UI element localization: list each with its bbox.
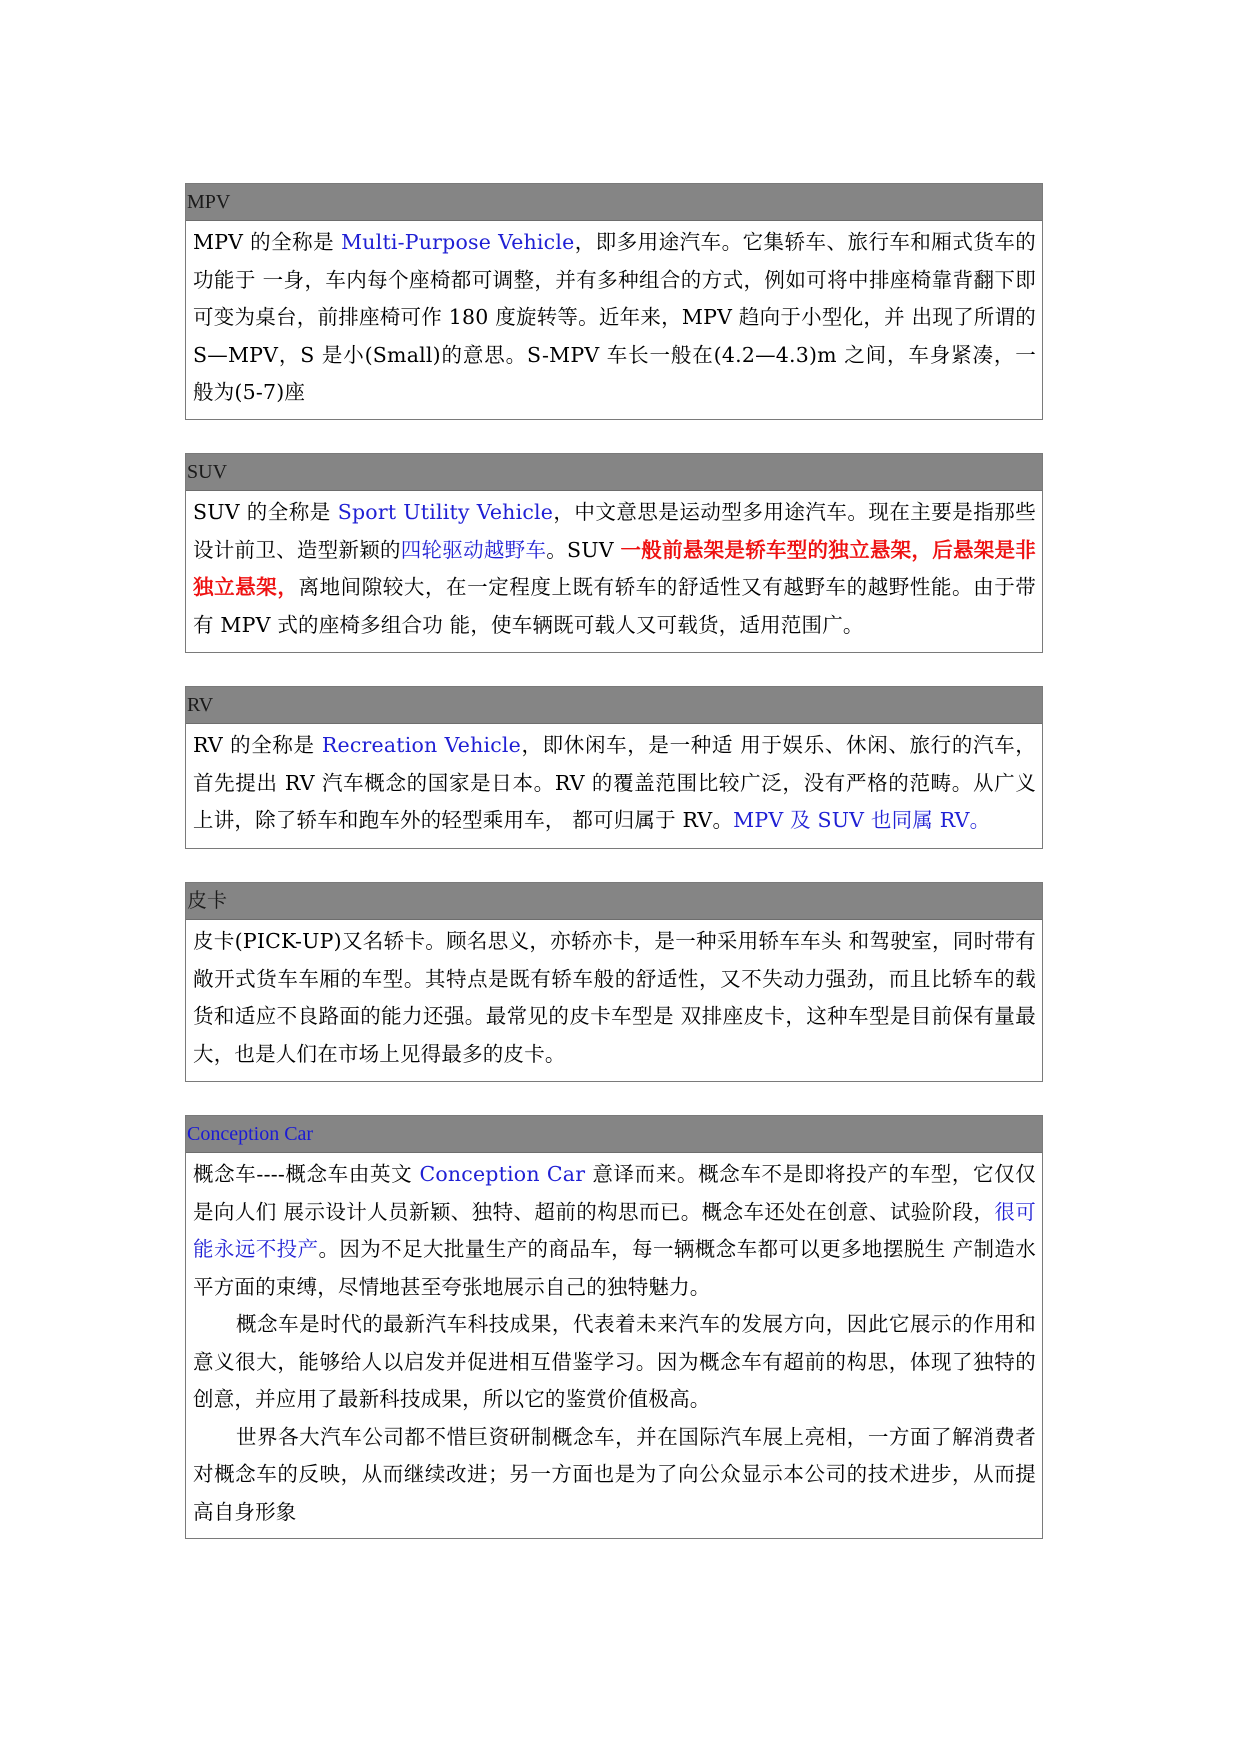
text-run: 。SUV bbox=[546, 537, 621, 562]
paragraph bbox=[193, 224, 1036, 412]
paragraph: 概念车是时代的最新汽车科技成果，代表着未来汽车的发展方向，因此它展示的作用和意义很大，能够给人以启发并促进相互借鉴学习。因为概念车有超前的构思，体现了独特的创意，并应用了最新科技成果，所以它的鉴赏价值极高。 bbox=[193, 1312, 1036, 1411]
paragraph bbox=[193, 923, 1036, 1073]
paragraph: 世界各大汽车公司都不惜巨资研制概念车，并在国际汽车展上亮相，一方面了解消费者对概念车的反映，从而继续改进；另一方面也是为了向公众显示本公司的技术进步，从而提高自身形象 bbox=[193, 1424, 1036, 1524]
section-body bbox=[186, 724, 1042, 844]
section-body bbox=[186, 491, 1042, 648]
section-body bbox=[186, 920, 1042, 1077]
highlight-term: MPV 及 SUV 也同属 RV。 bbox=[733, 808, 991, 832]
emphasis-text: 一般前悬架是轿车型的独立悬架，后悬架是非独立悬架， bbox=[193, 537, 1036, 599]
section-suv bbox=[185, 453, 1043, 653]
highlight-term: Multi-Purpose Vehicle bbox=[341, 230, 575, 254]
section-mpv bbox=[185, 183, 1043, 420]
text-run: ，即休闲车，是一种适 用于娱乐、休闲、旅行的汽车，首先提出 RV 汽车概念的国家是日本。RV 的覆盖范围比较广泛，没有严格的范畴。从广义上讲，除了轿车和跑车外的轻型乘用车， 都可归属于 RV。 bbox=[193, 733, 1037, 832]
section-title: MPV bbox=[186, 184, 1042, 221]
section-title: 皮卡 bbox=[186, 883, 1042, 920]
section-title: SUV bbox=[186, 454, 1042, 491]
text-run: RV 的全称是 bbox=[193, 733, 322, 757]
text-run: SUV 的全称是 bbox=[193, 500, 338, 524]
text-run: 。因为不足大批量生产的商品车，每一辆概念车都可以更多地摆脱生 产制造水平方面的束缚，尽情地甚至夸张地展示自己的独特魅力。 bbox=[193, 1237, 1037, 1299]
section-conception-car bbox=[185, 1115, 1043, 1539]
section-body bbox=[186, 221, 1042, 416]
section-pickup bbox=[185, 882, 1043, 1082]
highlight-term: Recreation Vehicle bbox=[321, 733, 522, 757]
text-run: 皮卡(PICK-UP)又名轿卡。顾名思义，亦轿亦卡，是一种采用轿车车头 和驾驶室，同时带有敞开式货车车厢的车型。其特点是既有轿车般的舒适性，又不失动力强劲，而且比轿车的载货和适应不良路面的能力还强。最常见的皮卡车型是 双排座皮卡，这种车型是目前保有量最大，也是人们在市场上见得最多的皮卡。 bbox=[193, 929, 1036, 1066]
section-rv bbox=[185, 686, 1043, 849]
section-title: Conception Car bbox=[186, 1116, 1042, 1153]
highlight-term: Sport Utility Vehicle bbox=[337, 500, 554, 524]
text-run: 离地间隙较大，在一定程度上既有轿车的舒适性又有越野车的越野性能。由于带有 MPV 式的座椅多组合功 能，使车辆既可载人又可载货，适用范围广。 bbox=[193, 575, 1037, 637]
text-run: MPV 的全称是 bbox=[193, 230, 342, 254]
paragraph bbox=[193, 727, 1036, 840]
highlight-term: Conception Car bbox=[419, 1162, 586, 1186]
highlight-term: 四轮驱动越野车 bbox=[400, 537, 547, 562]
highlight-term: 很可能永远不投产 bbox=[193, 1199, 1036, 1261]
paragraph bbox=[193, 1156, 1036, 1306]
text-run: 意译而来。概念车不是即将投产的车型，它仅仅是向人们 展示设计人员新颖、独特、超前的构思而已。概念车还处在创意、试验阶段， bbox=[193, 1162, 1036, 1224]
text-run: ，即多用途汽车。它集轿车、旅行车和厢式货车的功能于 一身，车内每个座椅都可调整，并有多种组合的方式，例如可将中排座椅靠背翻下即可变为桌台，前排座椅可作 180 度旋转等。近年来，MPV 趋向于小型化，并 出现了所谓的 S—MPV，S 是小(Small)的意思。S-MPV 车长一般在(4.2—4.3)m 之间，车身紧凑，一般为(5-7)座 bbox=[193, 230, 1036, 404]
text-run: ，中文意思是运动型多用途汽车。现在主要是指那些设计前卫、造型新颖的 bbox=[193, 500, 1036, 562]
text-run: 概念车----概念车由英文 bbox=[193, 1162, 420, 1186]
paragraph bbox=[193, 494, 1036, 644]
section-body bbox=[186, 1153, 1042, 1535]
section-title: RV bbox=[186, 687, 1042, 724]
